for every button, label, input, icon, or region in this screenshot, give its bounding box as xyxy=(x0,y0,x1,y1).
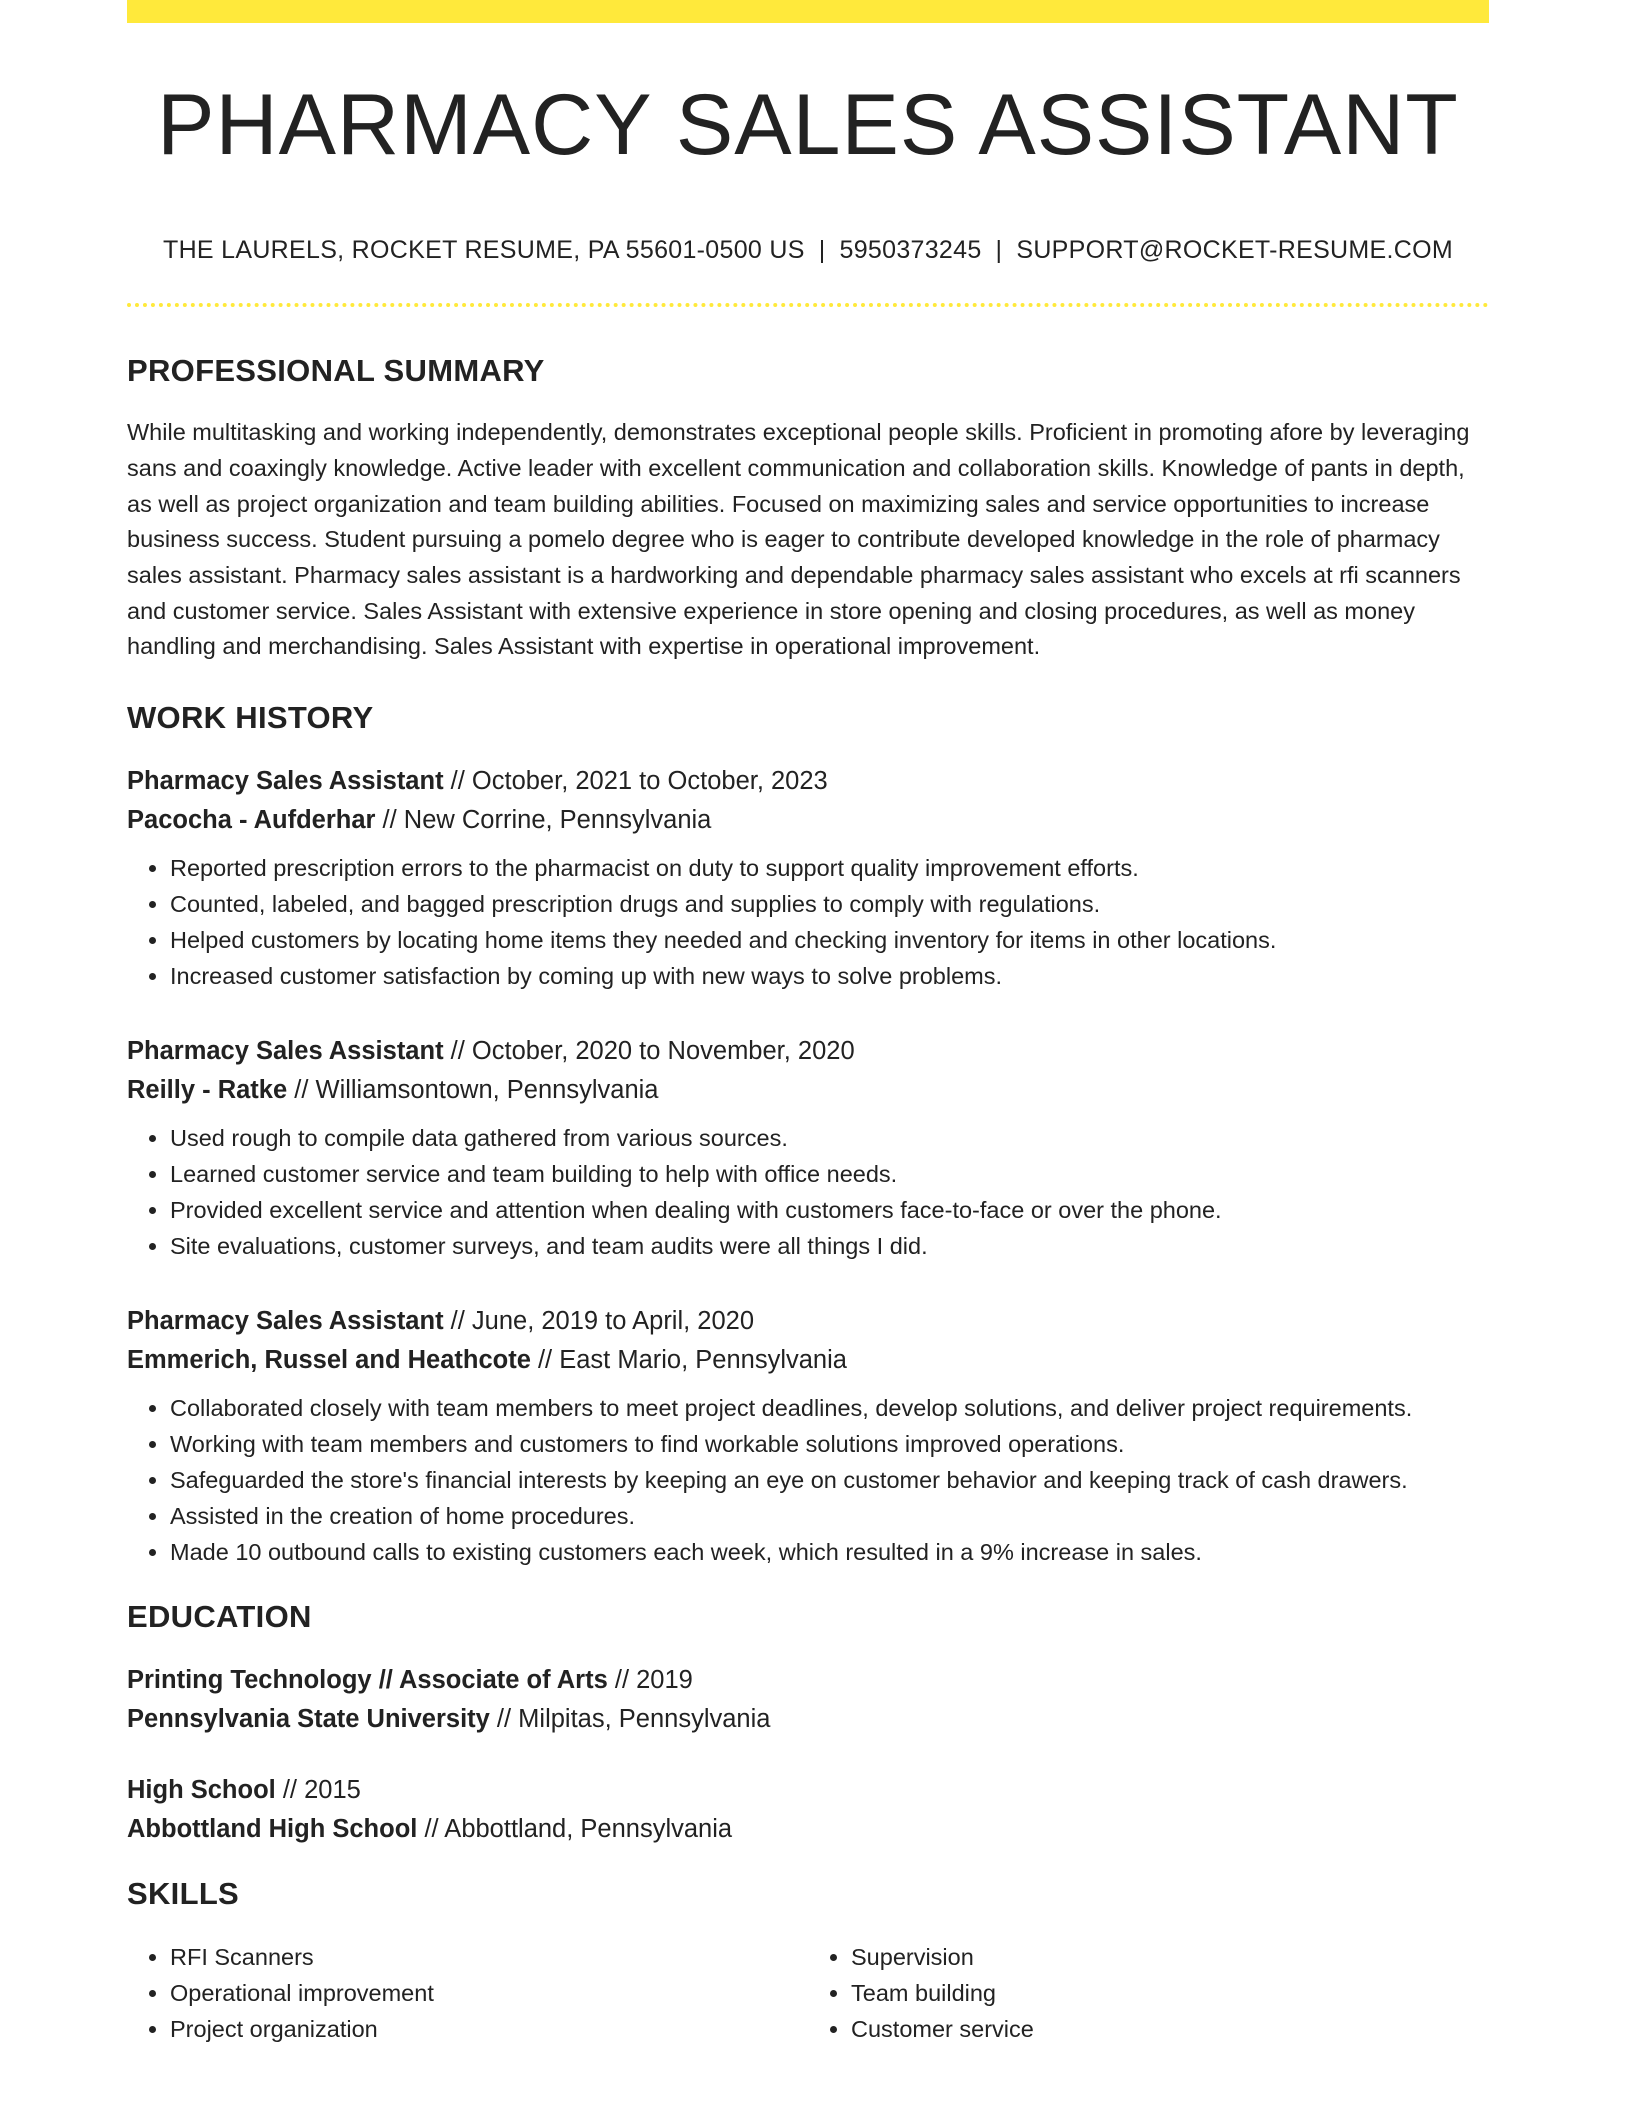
candidate-title: PHARMACY SALES ASSISTANT xyxy=(157,77,1459,173)
list-item: • Collaborated closely with team members to meet project deadlines, develop solutions, and deliver project requirements. xyxy=(170,1390,1489,1426)
list-item: • Used rough to compile data gathered from various sources. xyxy=(170,1120,1489,1156)
job-role: Pharmacy Sales Assistant xyxy=(127,1037,444,1066)
school: Abbottland High School xyxy=(127,1815,418,1844)
list-item: • Helped customers by locating home items they needed and checking inventory for items in other locations. xyxy=(170,922,1489,958)
job-title-line xyxy=(127,1302,1489,1341)
job-dates: // June, 2019 to April, 2020 xyxy=(443,1307,755,1336)
education-entry xyxy=(127,1771,1489,1849)
degree: High School xyxy=(127,1776,276,1805)
graduation-year: // 2015 xyxy=(275,1776,361,1805)
skills-heading: SKILLS xyxy=(127,1876,240,1912)
job-company-line xyxy=(127,1341,1489,1380)
degree-line xyxy=(127,1771,1489,1810)
job-bullets xyxy=(127,850,1489,994)
resume-content xyxy=(127,352,1489,2047)
list-item: • Made 10 outbound calls to existing customers each week, which resulted in a 9% increase in sales. xyxy=(170,1534,1489,1570)
job-title-line xyxy=(127,762,1489,801)
summary-text: While multitasking and working independently, demonstrates exceptional people skills. Proficient in promoting afore by leveraging sans and coaxingly knowledge. Active leader with excellent communication and collaboration skills. Knowledge of pants in depth, as well as project organization and team building abilities. Focused on maximizing sales and service opportunities to increase business success. Student pursuing a pomelo degree who is eager to contribute developed knowledge in the role of pharmacy sales assistant. Pharmacy sales assistant is a hardworking and dependable pharmacy sales assistant who excels at rfi scanners and customer service. Sales Assistant with extensive experience in store opening and closing procedures, as well as money handling and merchandising. Sales Assistant with expertise in operational improvement. xyxy=(127,419,1470,660)
email-link[interactable]: SUPPORT@ROCKET-RESUME.COM xyxy=(1016,236,1453,264)
school-location: // Milpitas, Pennsylvania xyxy=(489,1705,771,1734)
school: Pennsylvania State University xyxy=(127,1705,490,1734)
job-location: // Williamsontown, Pennsylvania xyxy=(287,1076,659,1105)
degree-line xyxy=(127,1661,1489,1700)
job-bullets xyxy=(127,1390,1489,1570)
job-location: // East Mario, Pennsylvania xyxy=(530,1346,847,1375)
graduation-year: // 2019 xyxy=(607,1666,693,1695)
list-item: • Reported prescription errors to the pharmacist on duty to support quality improvement efforts. xyxy=(170,850,1489,886)
skills-column-right xyxy=(808,1939,1489,2047)
address: THE LAURELS, ROCKET RESUME, PA 55601-0500 US xyxy=(163,236,805,264)
accent-bar xyxy=(127,0,1489,23)
skills-column-left xyxy=(127,1939,808,2047)
list-item: • Supervision xyxy=(851,1939,1489,1975)
list-item: • Assisted in the creation of home procedures. xyxy=(170,1498,1489,1534)
phone: 5950373245 xyxy=(839,236,982,264)
job-company: Emmerich, Russel and Heathcote xyxy=(127,1346,531,1375)
separator: | xyxy=(995,236,1003,264)
list-item: • Team building xyxy=(851,1975,1489,2011)
list-item: • Increased customer satisfaction by coming up with new ways to solve problems. xyxy=(170,958,1489,994)
job-entry xyxy=(127,762,1489,994)
degree: Printing Technology // Associate of Arts xyxy=(127,1666,608,1695)
education-heading: EDUCATION xyxy=(127,1599,312,1635)
separator: | xyxy=(818,236,826,264)
job-dates: // October, 2020 to November, 2020 xyxy=(443,1037,855,1066)
job-title-line xyxy=(127,1032,1489,1071)
list-item: • Learned customer service and team building to help with office needs. xyxy=(170,1156,1489,1192)
job-role: Pharmacy Sales Assistant xyxy=(127,767,444,796)
list-item: • RFI Scanners xyxy=(170,1939,808,1975)
list-item: • Counted, labeled, and bagged prescription drugs and supplies to comply with regulations. xyxy=(170,886,1489,922)
dotted-divider xyxy=(127,303,1489,311)
job-dates: // October, 2021 to October, 2023 xyxy=(443,767,828,796)
school-line xyxy=(127,1810,1489,1849)
job-entry xyxy=(127,1032,1489,1264)
work-history-heading: WORK HISTORY xyxy=(127,700,374,736)
school-line xyxy=(127,1700,1489,1739)
list-item: • Provided excellent service and attention when dealing with customers face-to-face or over the phone. xyxy=(170,1192,1489,1228)
job-company: Reilly - Ratke xyxy=(127,1076,288,1105)
list-item: • Project organization xyxy=(170,2011,808,2047)
job-entry xyxy=(127,1302,1489,1570)
job-location: // New Corrine, Pennsylvania xyxy=(375,806,712,835)
list-item: • Customer service xyxy=(851,2011,1489,2047)
job-company-line xyxy=(127,801,1489,840)
school-location: // Abbottland, Pennsylvania xyxy=(417,1815,733,1844)
job-company-line xyxy=(127,1071,1489,1110)
job-company: Pacocha - Aufderhar xyxy=(127,806,376,835)
skills-list xyxy=(127,1939,1489,2047)
summary-heading: PROFESSIONAL SUMMARY xyxy=(127,353,545,388)
list-item: • Operational improvement xyxy=(170,1975,808,2011)
list-item: • Safeguarded the store's financial interests by keeping an eye on customer behavior and keeping track of cash drawers. xyxy=(170,1462,1489,1498)
contact-line xyxy=(127,236,1489,265)
list-item: • Site evaluations, customer surveys, and team audits were all things I did. xyxy=(170,1228,1489,1264)
education-entry xyxy=(127,1661,1489,1739)
list-item: • Working with team members and customers to find workable solutions improved operations. xyxy=(170,1426,1489,1462)
job-bullets xyxy=(127,1120,1489,1264)
job-role: Pharmacy Sales Assistant xyxy=(127,1307,444,1336)
